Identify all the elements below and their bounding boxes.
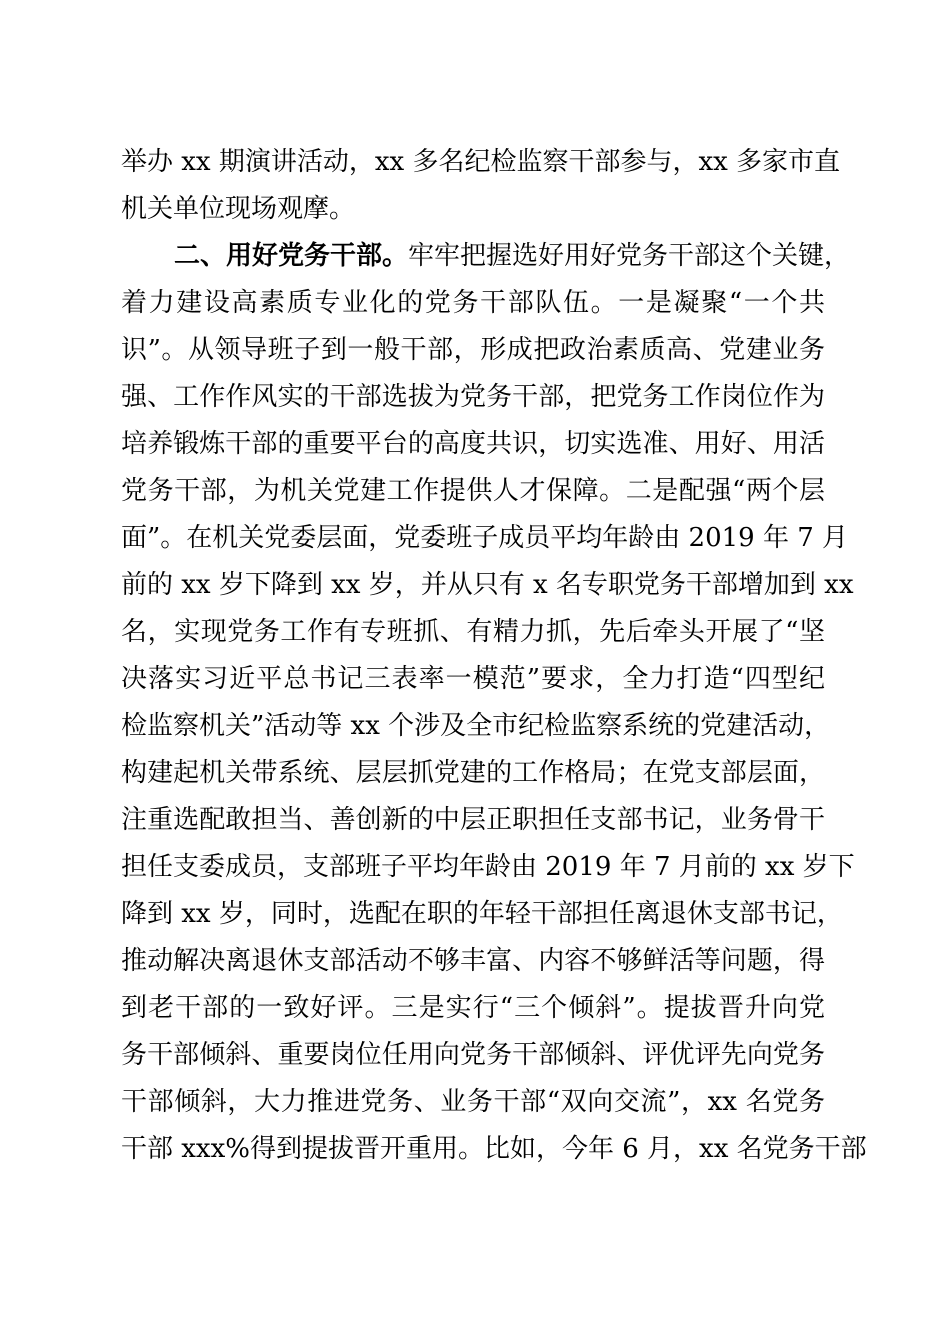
body-line: 决落实习近平总书记三表率一模范”要求，全力打造“四型纪 <box>121 664 825 694</box>
body-line: 降到 xx 岁，同时，选配在职的年轻干部担任离退休支部书记， <box>121 899 843 929</box>
body-line: 面”。在机关党委层面，党委班子成员平均年龄由 2019 年 7 月 <box>121 523 849 553</box>
body-line: 担任支委成员，支部班子平均年龄由 2019 年 7 月前的 xx 岁下 <box>121 852 855 882</box>
body-line: 强、工作作风实的干部选拔为党务干部，把党务工作岗位作为 <box>121 382 825 412</box>
body-line: 前的 xx 岁下降到 xx 岁，并从只有 x 名专职党务干部增加到 xx <box>121 570 854 600</box>
body-line: 干部倾斜，大力推进党务、业务干部“双向交流”，xx 名党务 <box>121 1087 825 1117</box>
body-line: 务干部倾斜、重要岗位任用向党务干部倾斜、评优评先向党务 <box>121 1040 825 1070</box>
body-line: 到老干部的一致好评。三是实行“三个倾斜”。提拔晋升向党 <box>121 993 825 1023</box>
section-heading-line <box>174 235 851 277</box>
body-line: 机关单位现场观摩。 <box>121 194 356 224</box>
body-line: 推动解决离退休支部活动不够丰富、内容不够鲜活等问题，得 <box>121 946 825 976</box>
body-text: 牢牢把握选好用好党务干部这个关键， <box>408 241 851 271</box>
body-line: 培养锻炼干部的重要平台的高度共识，切实选准、用好、用活 <box>121 429 825 459</box>
body-line: 注重选配敢担当、善创新的中层正职担任支部书记，业务骨干 <box>121 805 825 835</box>
body-line: 构建起机关带系统、层层抓党建的工作格局；在党支部层面， <box>121 758 825 788</box>
body-line: 识”。从领导班子到一般干部，形成把政治素质高、党建业务 <box>121 335 825 365</box>
body-line: 干部 xxx%得到提拔晋开重用。比如，今年 6 月，xx 名党务干部 <box>121 1134 867 1164</box>
body-line: 名，实现党务工作有专班抓、有精力抓，先后牵头开展了“坚 <box>121 617 825 647</box>
body-line: 检监察机关”活动等 xx 个涉及全市纪检监察系统的党建活动， <box>121 711 831 741</box>
body-line: 党务干部，为机关党建工作提供人才保障。二是配强“两个层 <box>121 476 825 506</box>
body-line: 着力建设高素质专业化的党务干部队伍。一是凝聚“一个共 <box>121 288 825 318</box>
body-line: 举办 xx 期演讲活动，xx 多名纪检监察干部参与，xx 多家市直 <box>121 147 841 177</box>
section-heading: 二、用好党务干部。 <box>174 241 409 271</box>
